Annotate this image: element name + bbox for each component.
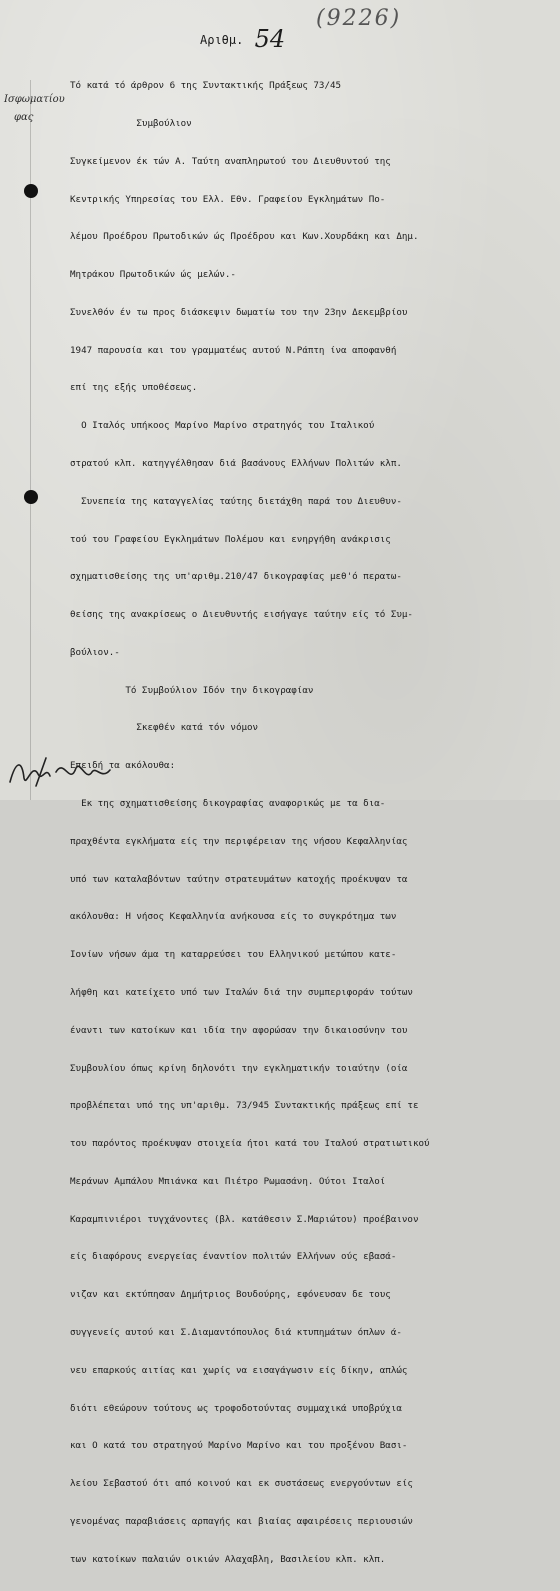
text-line: διότι εθεώρουν τούτους ως τροφοδοτούντας συμμαχικά υποβρύχια — [70, 1402, 402, 1414]
text-line: Επειδή τα ακόλουθα: — [70, 760, 176, 772]
text-line: προβλέπεται υπό της υπ'αριθμ. 73/945 Συντακτικής πράξεως επί τε — [70, 1100, 419, 1112]
text-line: λείου Σεβαστού ότι από κοινού και εκ συστάσεως ενεργούντων είς — [70, 1478, 413, 1490]
text-line: θείσης της ανακρίσεως ο Διευθυντής εισήγαγε ταύτην είς τό Συμ- — [70, 609, 413, 621]
text-line: στρατού κλπ. κατηγγέλθησαν διά βασάνους Ελλήνων Πολιτών κλπ. — [70, 458, 402, 469]
punch-hole — [24, 490, 38, 504]
text-line: Συνεπεία της καταγγελίας ταύτης διετάχθη παρά του Διευθυν- — [70, 495, 402, 507]
text-line: Τό κατά τό άρθρον 6 της Συντακτικής Πράξεως 73/45 — [70, 80, 342, 92]
text-line: έναντι των κατοίκων και ιδία την αφορώσαν την δικαιοσύνην του — [70, 1024, 408, 1036]
text-line: νιζαν και εκτύπησαν Δημήτριος Βουδούρης, εφόνευσαν δε τους — [70, 1289, 391, 1301]
margin-note-left-top: Ισφωματίου — [4, 94, 65, 105]
text-line: λέμου Προέδρου Πρωτοδικών ώς Προέδρου και Κων.Χουρδάκη και Δημ. — [70, 231, 419, 243]
text-line: λήφθη και κατείχετο υπό των Ιταλών διά την συμπεριφοράν τούτων — [70, 986, 413, 998]
text-line: Μητράκου Πρωτοδικών ώς μελών.- — [70, 269, 236, 281]
document-body — [70, 55, 550, 1591]
text-line: Συμβουλίου όπως κρίνη δηλονότι την εγκληματικήν τοιαύτην (οία — [70, 1062, 408, 1074]
text-line: τού του Γραφείου Εγκλημάτων Πολέμου και ενηργήθη ανάκρισις — [70, 533, 391, 545]
text-line: νευ επαρκούς αιτίας και χωρίς να εισαγάγωσιν είς δίκην, απλώς — [70, 1364, 408, 1376]
text-line: Συνελθόν έν τω προς διάσκεψιν δωματίω του την 23ην Δεκεμβρίου — [70, 306, 408, 318]
text-line: Εκ της σχηματισθείσης δικογραφίας αναφορικώς με τα δια- — [70, 798, 386, 810]
text-line: συγγενείς αυτού και Σ.Διαμαντόπουλος διά κτυπημάτων όπλων ά- — [70, 1326, 402, 1338]
text-line: του παρόντος προέκυψαν στοιχεία ήτοι κατά του Ιταλού στρατιωτικού — [70, 1138, 430, 1150]
text-line: Καραμπινιέροι τυγχάνοντες (βλ. κατάθεσιν Σ.Μαριώτου) προέβαινον — [70, 1213, 419, 1225]
text-line: βούλιον.- — [70, 646, 120, 658]
text-line: πραχθέντα εγκλήματα είς την περιφέρειαν της νήσου Κεφαλληνίας — [70, 835, 408, 847]
margin-note-left-second: φας — [14, 112, 34, 123]
text-line: Συμβούλιον — [70, 117, 192, 129]
text-line: Συγκείμενον έκ τών Α. Ταύτη αναπληρωτού του Διευθυντού της — [70, 155, 391, 167]
text-line: υπό των καταλαβόντων ταύτην στρατευμάτων κατοχής προέκυψαν τα — [70, 873, 408, 885]
text-line: ακόλουθα: Η νήσος Κεφαλληνία ανήκουσα είς το συγκρότημα των — [70, 911, 397, 923]
text-line: και Ο κατά του στρατηγού Μαρίνο Μαρίνο και του προξένου Βασι- — [70, 1440, 408, 1452]
punch-hole — [24, 184, 38, 198]
document-number-label: Αριθμ. — [200, 33, 244, 47]
handwritten-signature — [6, 752, 136, 792]
document-number-value: 54 — [254, 25, 286, 53]
text-line: Μεράνων Αμπάλου Μπιάνκα και Πιέτρο Ρωμασάνη. Ούτοι Ιταλοί — [70, 1175, 386, 1187]
text-line: Ο Ιταλός υπήκοος Μαρίνο Μαρίνο στρατηγός του Ιταλικού — [70, 420, 375, 432]
text-line: Ιονίων νήσων άμα τη καταρρεύσει του Ελληνικού μετώπου κατε- — [70, 949, 397, 961]
text-line: Κεντρικής Υπηρεσίας του Ελλ. Εθν. Γραφείου Εγκλημάτων Πο- — [70, 193, 386, 205]
text-line: σχηματισθείσης της υπ'αριθμ.210/47 δικογραφίας μεθ'ό περατω- — [70, 571, 402, 583]
document-number — [200, 22, 286, 53]
text-line: γενομένας παραβιάσεις αρπαγής και βιαίας αφαιρέσεις περιουσιών — [70, 1515, 413, 1527]
text-line: Σκεφθέν κατά τόν νόμον — [70, 722, 259, 734]
text-line: των κατοίκων παλαιών οικιών Αλαχαβλη, Βασιλείου κλπ. κλπ. — [70, 1553, 386, 1565]
text-line: επί της εξής υποθέσεως. — [70, 382, 198, 394]
top-handwritten-note: (9226) — [316, 6, 402, 31]
text-line: είς διαφόρους ενεργείας έναντίον πολιτών Ελλήνων ούς εβασά- — [70, 1251, 397, 1263]
text-line: Τό Συμβούλιον Ιδόν την δικογραφίαν — [70, 684, 314, 696]
text-line: 1947 παρουσία και του γραμματέως αυτού Ν.Ράπτη ίνα αποφανθή — [70, 344, 397, 356]
